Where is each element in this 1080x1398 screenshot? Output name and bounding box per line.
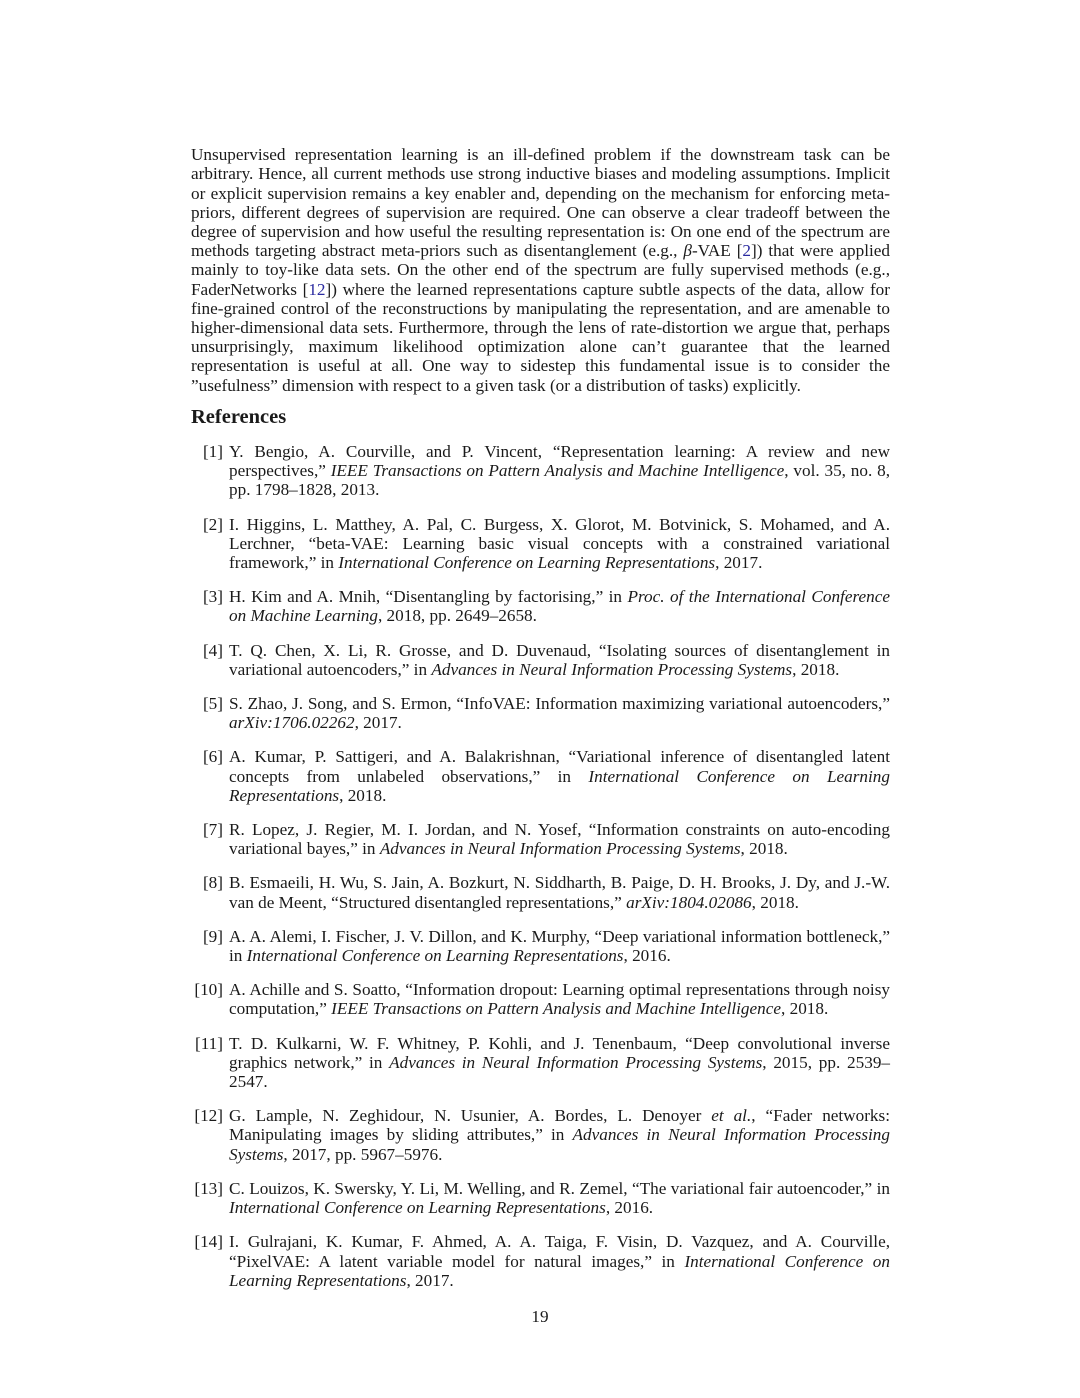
text-segment: R. Lopez, J. Regier, M. I. Jordan, and N. Yosef, “Information constraints on auto-encoding variational bayes,” in <box>229 820 890 859</box>
reference-number: [10] <box>194 980 223 1000</box>
text-segment: , vol. 35, no. 8, pp. 1798–1828, 2013. <box>229 461 890 500</box>
italic-text: Advances in Neural Information Processing Systems <box>431 659 793 679</box>
italic-text: International Conference on Learning Representations <box>229 766 890 805</box>
italic-text: International Conference on Learning Representations <box>229 1198 606 1218</box>
italic-text: Advances in Neural Information Processing Systems <box>379 839 741 859</box>
italic-text: arXiv:1804.02086 <box>626 892 752 912</box>
reference-item <box>191 515 890 573</box>
reference-item <box>191 873 890 911</box>
citation-link[interactable]: 12 <box>308 279 326 299</box>
citation-link[interactable]: 2 <box>742 241 752 261</box>
text-segment: A. Kumar, P. Sattigeri, and A. Balakrishnan, “Variational inference of disentangled latent concepts from unlabeled observations,” in <box>229 747 890 786</box>
text-segment: , 2018. <box>792 659 840 679</box>
text-segment: H. Kim and A. Mnih, “Disentangling by factorising,” in <box>229 587 628 607</box>
italic-text: Advances in Neural Information Processing Systems <box>229 1125 890 1164</box>
text-segment: , 2018. <box>339 785 387 805</box>
reference-item <box>191 1034 890 1092</box>
italic-text: IEEE Transactions on Pattern Analysis and Machine Intelligence <box>330 461 785 481</box>
italic-text: arXiv:1706.02262 <box>229 713 355 733</box>
reference-number: [6] <box>202 747 223 767</box>
text-segment: A. Achille and S. Soatto, “Information dropout: Learning optimal representations through noisy computation,” <box>229 980 890 1019</box>
text-segment: T. D. Kulkarni, W. F. Whitney, P. Kohli, and J. Tenenbaum, “Deep convolutional inverse graphics network,” in <box>229 1033 890 1072</box>
reference-number: [7] <box>202 820 223 840</box>
text-segment: , 2016. <box>605 1198 654 1218</box>
text-segment: , 2018. <box>740 839 788 859</box>
text-segment: , 2018. <box>781 999 829 1019</box>
italic-text: Advances in Neural Information Processing Systems <box>389 1052 763 1072</box>
text-segment: Y. Bengio, A. Courville, and P. Vincent, “Representation learning: A review and new perspectives,” <box>229 442 890 481</box>
italic-text: International Conference on Learning Representations <box>338 553 716 573</box>
references-list <box>191 442 890 1305</box>
reference-item <box>191 980 890 1018</box>
text-segment: , 2015, pp. 2539–2547. <box>229 1052 891 1092</box>
italic-text: β <box>683 241 692 261</box>
reference-item <box>191 1106 890 1164</box>
reference-number: [11] <box>195 1033 223 1053</box>
italic-text: Proc. of the International Conference on Machine Learning <box>229 587 890 626</box>
reference-item <box>191 1232 890 1290</box>
reference-item <box>191 442 890 500</box>
italic-text: International Conference on Learning Representations <box>246 946 624 966</box>
text-segment: I. Gulrajani, K. Kumar, F. Ahmed, A. A. Taiga, F. Visin, D. Vazquez, and A. Courville, “PixelVAE: A latent variable model for natural images,” in <box>229 1232 890 1271</box>
reference-number: [8] <box>202 873 223 893</box>
reference-item <box>191 747 890 805</box>
text-segment: G. Lample, N. Zeghidour, N. Usunier, A. Bordes, L. Denoyer <box>229 1106 712 1126</box>
reference-number: [4] <box>202 640 223 660</box>
reference-item <box>191 694 890 732</box>
reference-item <box>191 641 890 679</box>
reference-item <box>191 820 890 858</box>
text-segment: , 2018. <box>751 892 799 912</box>
reference-item <box>191 587 890 625</box>
reference-item <box>191 1179 890 1217</box>
reference-number: [14] <box>194 1232 223 1252</box>
italic-text: IEEE Transactions on Pattern Analysis and Machine Intelligence <box>331 999 781 1019</box>
text-segment: Unsupervised representation learning is an ill-defined problem if the downstream task can be arbitrary. Hence, all current methods use strong inductive biases and modeling assumptions. Implicit or explicit supervision remains a key enabler and, depending on the mechanism for enforcing meta-priors, different degrees of supervision are required. One can observe a clear tradeoff between the degree of supervision and how useful the resulting representation is: On one end of the spectrum are methods targeting abstract meta-priors such as disentanglement (e.g., <box>191 145 890 261</box>
text-segment: , 2017. <box>354 713 402 733</box>
italic-text: International Conference on Learning Representations <box>229 1251 890 1290</box>
reference-item <box>191 927 890 965</box>
references-heading: References <box>191 406 287 428</box>
text-segment: , 2018, pp. 2649–2658. <box>377 606 537 626</box>
reference-number: [9] <box>202 926 223 946</box>
text-segment: , 2016. <box>623 946 671 966</box>
text-segment: C. Louizos, K. Swersky, Y. Li, M. Welling, and R. Zemel, “The variational fair autoencoder,” in <box>229 1178 890 1198</box>
body-paragraph <box>191 145 890 395</box>
text-segment: -VAE [ <box>691 241 743 261</box>
page-number: 19 <box>531 1307 549 1326</box>
text-segment: ]) where the learned representations capture subtle aspects of the data, allow for fine-grained control of the reconstructions by manipulating the representation, and are amenable to higher-dimensional data sets. Furthermore, through the lens of rate-distortion we argue that, perhaps unsurprisingly, maximum likelihood optimization alone can’t guarantee that the learned representation is useful at all. One way to sidestep this fundamental issue is to consider the ”usefulness” dimension with respect to a given task (or a distribution of tasks) explicitly. <box>191 279 890 395</box>
text-segment: T. Q. Chen, X. Li, R. Grosse, and D. Duvenaud, “Isolating sources of disentanglement in variational autoencoders,” in <box>229 640 890 679</box>
text-segment: , 2017. <box>406 1270 454 1290</box>
text-segment: , “Fader networks: Manipulating images by sliding attributes,” in <box>229 1106 890 1145</box>
text-segment: ]) that were applied mainly to toy-like data sets. On the other end of the spectrum are fully supervised methods (e.g., FaderNetworks [ <box>191 241 890 299</box>
text-segment: S. Zhao, J. Song, and S. Ermon, “InfoVAE: Information maximizing variational autoencoders,” <box>229 694 890 714</box>
italic-text: et al. <box>711 1106 752 1126</box>
text-segment: A. A. Alemi, I. Fischer, J. V. Dillon, and K. Murphy, “Deep variational information bottleneck,” in <box>229 926 890 966</box>
reference-number: [1] <box>202 442 223 461</box>
reference-number: [12] <box>194 1106 223 1126</box>
text-segment: I. Higgins, L. Matthey, A. Pal, C. Burgess, X. Glorot, M. Botvinick, S. Mohamed, and A. Lerchner, “beta-VAE: Learning basic visual concepts with a constrained variational framework,” in <box>229 514 890 573</box>
reference-number: [5] <box>202 694 223 714</box>
text-segment: , 2017, pp. 5967–5976. <box>283 1144 443 1164</box>
reference-number: [3] <box>202 587 223 607</box>
text-segment: B. Esmaeili, H. Wu, S. Jain, A. Bozkurt, N. Siddharth, B. Paige, D. H. Brooks, J. Dy, and J.-W. van de Meent, “Structured disentangled representations,” <box>229 873 890 912</box>
reference-number: [2] <box>202 514 223 534</box>
reference-number: [13] <box>194 1178 223 1198</box>
text-segment: , 2017. <box>715 553 763 573</box>
